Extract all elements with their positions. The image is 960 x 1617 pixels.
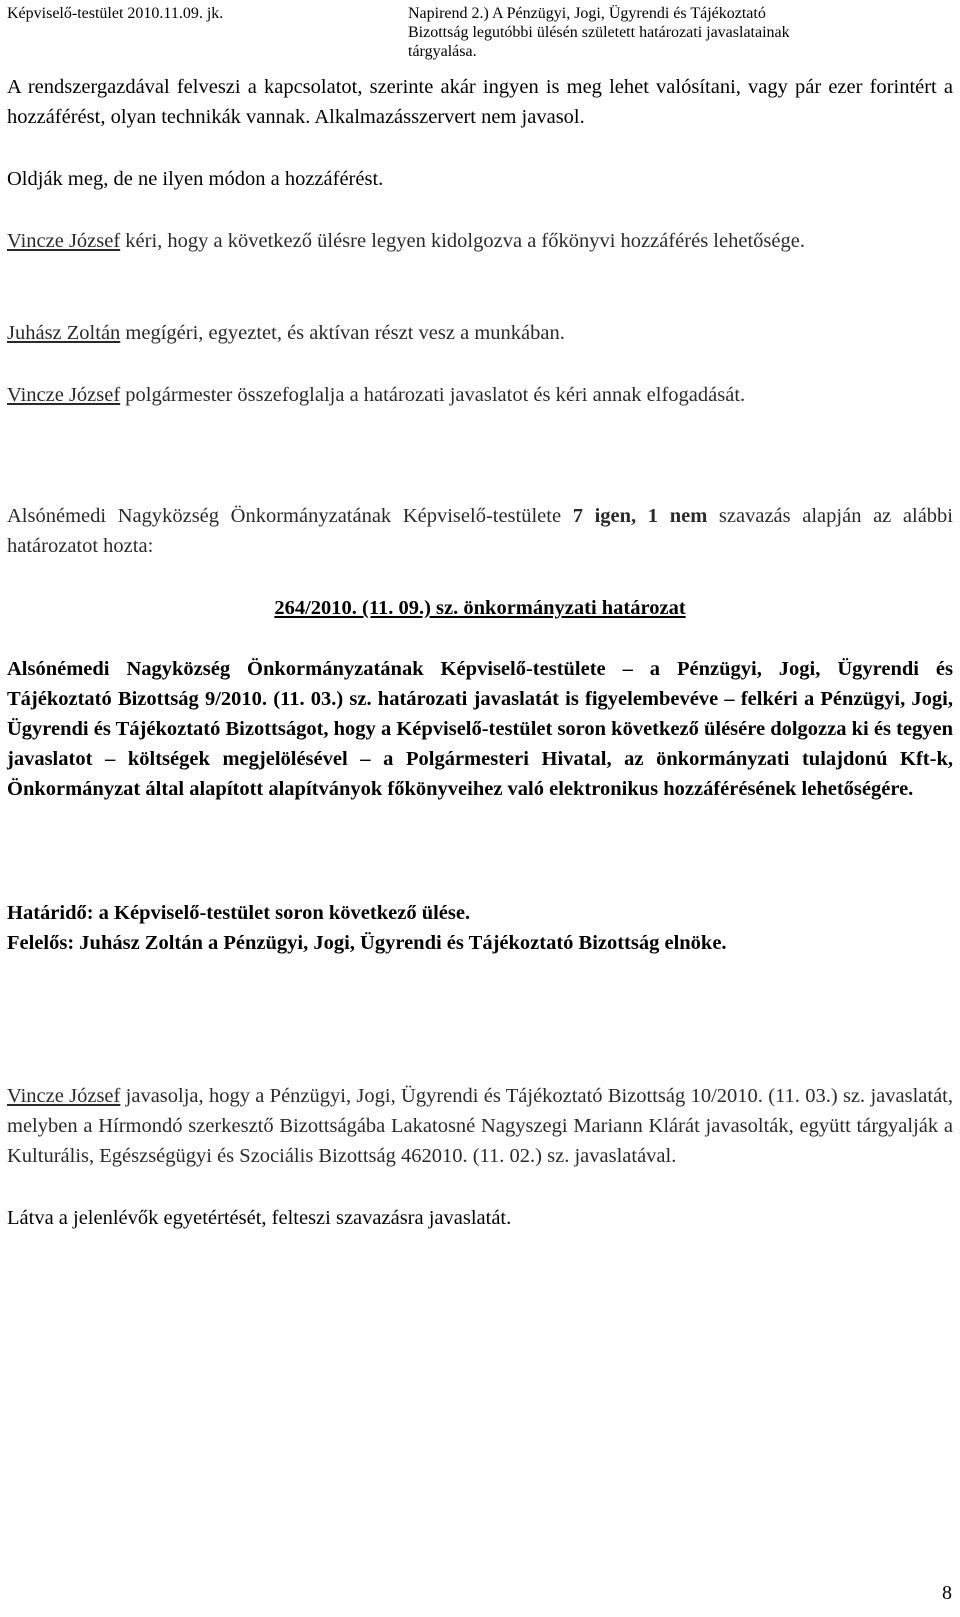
header-right-agenda: [408, 4, 953, 61]
header-agenda-line-2: Bizottság legutóbbi ülésén született határozati javaslatainak: [408, 24, 790, 41]
paragraph-vincze-summary: [7, 380, 953, 410]
resolution-body: Alsónémedi Nagyközség Önkormányzatának Képviselő-testülete – a Pénzügyi, Jogi, Ügyrendi és Tájékoztató Bizottság 9/2010. (11. 03.) sz. határozati javaslatát is figyelembevéve – felkéri a Pénzügyi, Jogi, Ügyrendi és Tájékoztató Bizottságot, hogy a Képviselő-testület soron következő ülésére dolgozza ki és tegyen javaslatot – költségek megjelölésével – a Polgármesteri Hivatal, az önkormányzati tulajdonú Kft-k, Önkormányzat által alapított alapítványok főkönyveihez való elektronikus hozzáférésének lehetőségére.: [7, 658, 953, 800]
vote-count: 7 igen, 1 nem: [572, 505, 708, 527]
paragraph-text: kéri, hogy a következő ülésre legyen kidolgozva a főkönyvi hozzáférés lehetősége.: [120, 230, 805, 252]
paragraph-solve-access: Oldják meg, de ne ilyen módon a hozzáférést.: [7, 168, 384, 190]
header-left-title: Képviselő-testület 2010.11.09. jk.: [7, 5, 224, 22]
paragraph-text: megígéri, egyeztet, és aktívan részt vesz a munkában.: [120, 322, 565, 344]
paragraph-text: javasolja, hogy a Pénzügyi, Jogi, Ügyrendi és Tájékoztató Bizottság 10/2010. (11. 03.) sz. javaslatát, melyben a Hírmondó szerkesztő Bizottságába Lakatosné Nagyszegi Mariann Klárát javasolták, együtt tárgyalják a Kulturális, Egészségügyi és Szociális Bizottság 462010. (11. 02.) sz. javaslatával.: [7, 1085, 953, 1167]
resolution-responsible: Felelős: Juhász Zoltán a Pénzügyi, Jogi, Ügyrendi és Tájékoztató Bizottság elnöke.: [7, 932, 727, 954]
paragraph-vincze-proposal: [7, 1081, 953, 1171]
paragraph-juhasz-promise: [7, 318, 953, 348]
resolution-title-text: 264/2010. (11. 09.) sz. önkormányzati határozat: [274, 597, 686, 619]
page-number: 8: [942, 1582, 952, 1604]
paragraph-text: polgármester összefoglalja a határozati javaslatot és kéri annak elfogadását.: [120, 384, 746, 406]
header-agenda-line-1: Napirend 2.) A Pénzügyi, Jogi, Ügyrendi és Tájékoztató: [408, 5, 766, 22]
resolution-deadline: Határidő: a Képviselő-testület soron következő ülése.: [7, 902, 471, 924]
speaker-name: Vincze József: [7, 230, 121, 252]
speaker-name: Vincze József: [7, 384, 121, 406]
speaker-name: Vincze József: [7, 1085, 121, 1107]
paragraph-text: Alsónémedi Nagyközség Önkormányzatának Képviselő-testülete: [7, 505, 573, 527]
paragraph-vincze-request: [7, 226, 953, 256]
paragraph-text: szavazás alapján az alábbi határozatot hozta:: [7, 505, 953, 557]
paragraph-vote-call: Látva a jelenlévők egyetértését, felteszi szavazásra javaslatát.: [7, 1207, 512, 1229]
header-agenda-line-3: tárgyalása.: [408, 43, 477, 60]
paragraph-vote-result: [7, 501, 953, 561]
paragraph-system-admin: A rendszergazdával felveszi a kapcsolatot, szerinte akár ingyen is meg lehet valósítani, vagy pár ezer forintért a hozzáférést, olyan technikák vannak. Alkalmazásszervert nem javasol.: [7, 76, 953, 128]
speaker-name: Juhász Zoltán: [7, 322, 121, 344]
resolution-title: [7, 593, 953, 623]
